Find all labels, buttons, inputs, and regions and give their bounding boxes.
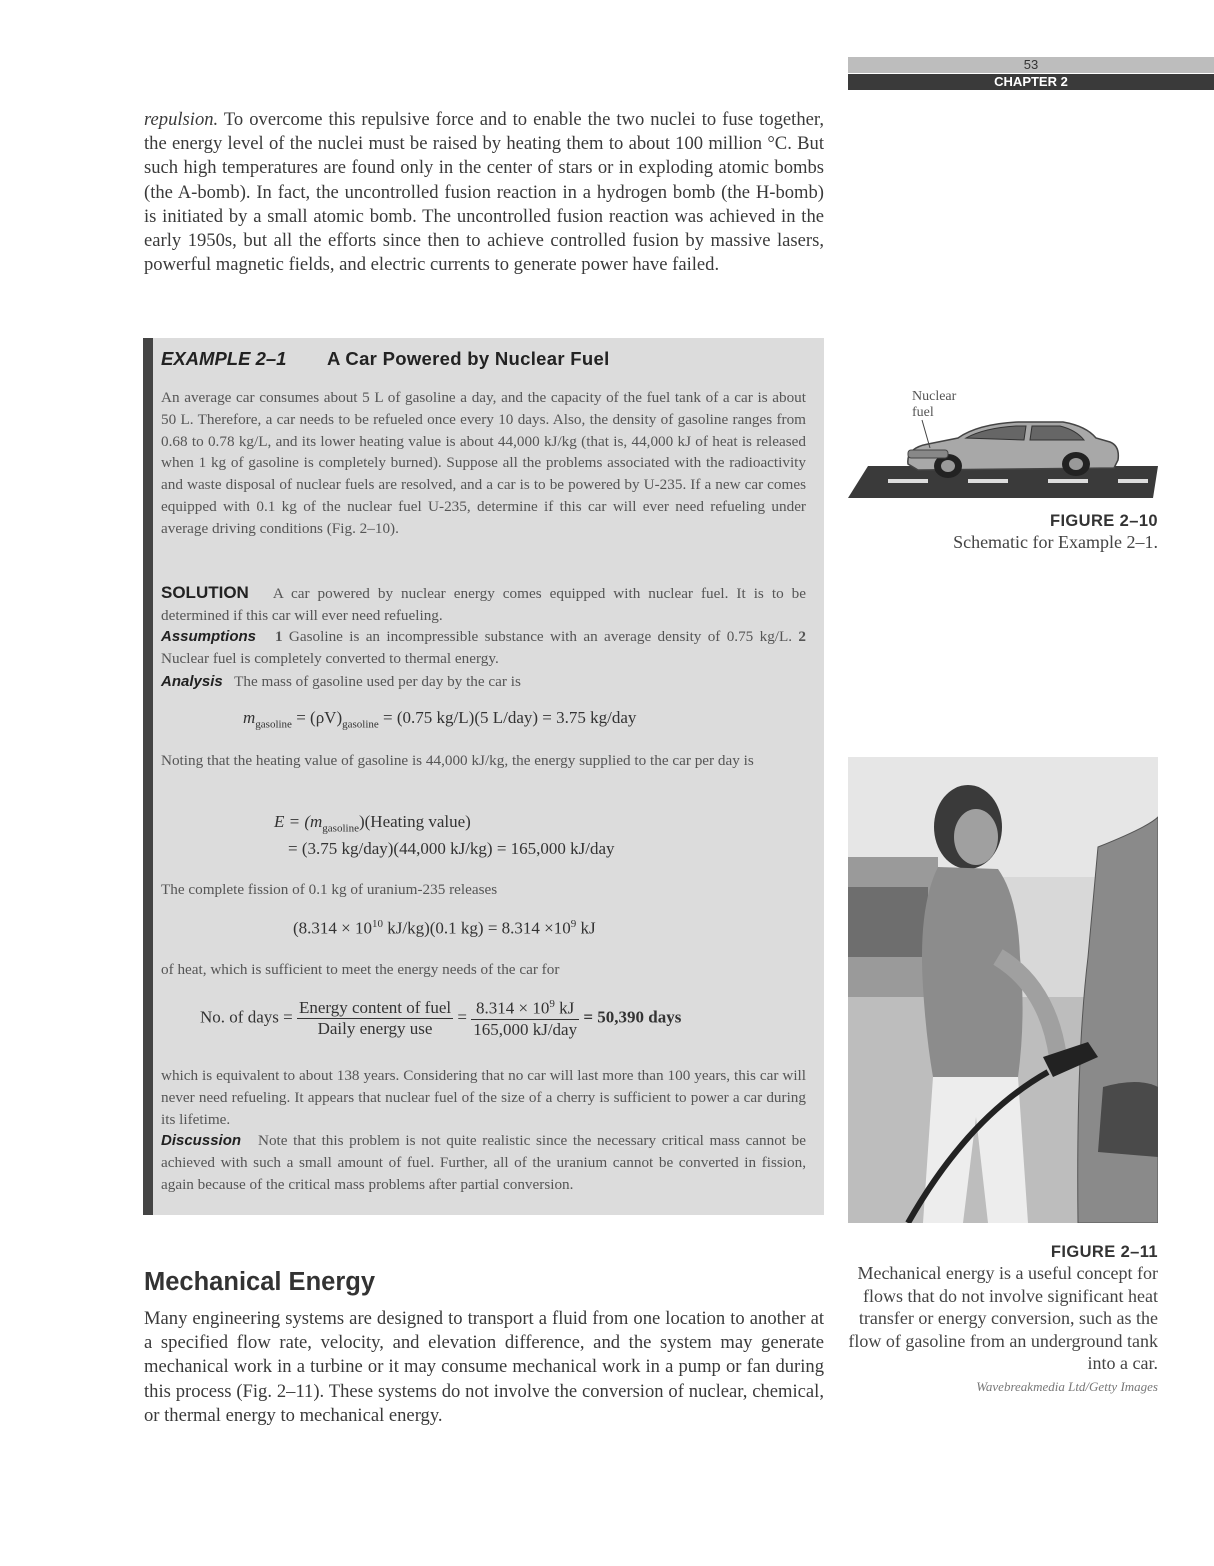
eq3-c: kJ: [576, 918, 596, 938]
noting-text: Noting that the heating value of gasoline is 44,000 kJ/kg, the energy supplied to the car per day is: [161, 752, 754, 769]
example-bar-marker: [143, 405, 151, 413]
example-bar-marker: [143, 341, 151, 349]
fraction-1-numerator: Energy content of fuel: [298, 998, 452, 1018]
fraction-energy-ratio: [297, 998, 453, 1039]
assumption-1: Gasoline is an incompressible substance with an average density of 0.75 kg/L.: [288, 628, 793, 645]
eq1-lhs-sub: gasoline: [255, 718, 292, 731]
fraction-2-numerator-sup: 9: [549, 998, 555, 1010]
figure-2-10-caption-block: [848, 512, 1158, 554]
analysis-text: The mass of gasoline used per day by the car is: [234, 673, 521, 690]
example-analysis: [161, 671, 806, 693]
chapter-label: CHAPTER 2: [848, 74, 1214, 90]
eq3-b-sup: 9: [570, 918, 577, 930]
example-bar-marker: [143, 357, 151, 365]
assumption-1-number: 1: [275, 628, 283, 645]
example-label: EXAMPLE 2–1: [161, 348, 287, 369]
fraction-2-denominator: 165,000 kJ/day: [473, 1019, 578, 1039]
equation-energy-line-1: [274, 812, 471, 834]
assumptions-label: Assumptions: [161, 628, 257, 645]
eq4-lhs: No. of days =: [200, 1007, 293, 1027]
equation-energy-line-2: = (3.75 kg/day)(44,000 kJ/kg) = 165,000 kJ/day: [288, 839, 615, 858]
car-schematic: [848, 386, 1158, 498]
conclusion-text: which is equivalent to about 138 years. Considering that no car will last more than 100 years, this car will never need refueling. It appears that nuclear fuel of the size of a cherry is sufficient to power a car during its lifetime.: [161, 1067, 806, 1128]
eq2-rhs: )(Heating value): [358, 812, 471, 831]
assumption-2-number: 2: [798, 628, 807, 645]
analysis-label: Analysis: [161, 673, 223, 690]
fraction-numeric: [471, 998, 579, 1040]
figure-2-11-caption-block: [848, 1243, 1158, 1395]
eq1-mid-sub: gasoline: [342, 718, 379, 731]
solution-text: A car powered by nuclear energy comes equipped with nuclear fuel. It is to be determined if this car will ever need refueling.: [161, 585, 807, 624]
chapter-header-tab: [848, 57, 1214, 92]
intro-text: To overcome this repulsive force and to enable the two nuclei to fuse together, the energy level of the nuclei must be raised by heating them to about 100 million °C. But such high temperatures are found only in the center of stars or in exploding atomic bombs (the A-bomb). In fact, the uncontrolled fusion reaction in a hydrogen bomb (the H-bomb) is initiated by a small atomic bomb. The uncontrolled fusion reaction was achieved in the early 1950s, but all the efforts since then to achieve controlled fusion by massive lasers, powerful magnetic fields, and electric currents to generate power have failed.: [144, 109, 824, 276]
discussion-label: Discussion: [161, 1132, 242, 1149]
eq4-equals: =: [457, 1007, 467, 1027]
figure-2-10-car-illustration: [848, 386, 1158, 498]
discussion-text: Note that this problem is not quite realistic since the necessary critical mass cannot be achieved with such a small amount of fuel. Further, all of the uranium cannot be converted in fission, again because of the critical mass problems after partial conversion.: [161, 1132, 807, 1193]
eq2-sub: gasoline: [322, 822, 359, 835]
eq3-b: kJ/kg)(0.1 kg) = 8.314 ×10: [383, 918, 571, 938]
figure-2-10-caption: Schematic for Example 2–1.: [953, 532, 1158, 552]
refueling-photo: [848, 757, 1158, 1223]
eq3-a-sup: 10: [372, 918, 383, 930]
intro-italic-word: repulsion.: [144, 109, 219, 130]
example-box: [143, 338, 824, 1215]
page-number: 53: [848, 57, 1214, 73]
fraction-1-denominator: Daily energy use: [317, 1019, 433, 1039]
eq1-mid: = (ρV): [291, 708, 343, 727]
example-bar-marker: [143, 389, 151, 397]
equation-number-of-days: [200, 998, 681, 1040]
intro-paragraph: [144, 108, 824, 277]
nuclear-fuel-annotation-1: Nuclear: [912, 389, 957, 404]
eq1-rhs: = (0.75 kg/L)(5 L/day) = 3.75 kg/day: [378, 708, 637, 727]
fraction-2-numerator: [471, 998, 579, 1020]
figure-2-11-caption: Mechanical energy is a useful concept for flows that do not involve significant heat transfer or energy conversion, such as the flow of gasoline from an underground tank into a car.: [848, 1263, 1158, 1374]
fraction-2-numerator-b: kJ: [554, 998, 575, 1018]
eq1-lhs: m: [243, 708, 256, 727]
figure-2-11-photo: [848, 757, 1158, 1223]
eq4-result: = 50,390 days: [583, 1007, 682, 1027]
example-solution: [161, 582, 806, 627]
figure-2-11-label: FIGURE 2–11: [1050, 1243, 1158, 1261]
example-heading: [161, 348, 610, 370]
example-title: A Car Powered by Nuclear Fuel: [327, 348, 610, 369]
example-bar-marker: [143, 373, 151, 381]
fraction-2-numerator-a: 8.314 × 10: [476, 998, 550, 1018]
solution-label: SOLUTION: [161, 583, 249, 602]
assumption-2: Nuclear fuel is completely converted to thermal energy.: [161, 649, 499, 667]
photo-credit: Wavebreakmedia Ltd/Getty Images: [976, 1378, 1158, 1394]
fission-text: The complete fission of 0.1 kg of uranium-235 releases: [161, 881, 498, 898]
example-side-bar: [143, 338, 153, 1215]
example-assumptions: [161, 626, 806, 670]
eq2-lhs: E = (m: [274, 812, 323, 831]
section-paragraph: Many engineering systems are designed to transport a fluid from one location to another at a specified flow rate, velocity, and elevation difference, and the system may generate mechanical work in a turbine or it may consume mechanical work in a pump or fan during this process (Fig. 2–11). These systems do not involve the conversion of nuclear, chemical, or thermal energy to mechanical energy.: [144, 1308, 824, 1426]
equation-gasoline-mass: [243, 708, 636, 730]
example-discussion: [161, 1130, 806, 1195]
nuclear-fuel-annotation-2: fuel: [912, 405, 934, 420]
eq3-a: (8.314 × 10: [293, 918, 372, 938]
figure-2-10-label: FIGURE 2–10: [1049, 512, 1158, 530]
example-problem: An average car consumes about 5 L of gasoline a day, and the capacity of the fuel tank of a car is about 50 L. Therefore, a car needs to be refueled once every 10 days. Also, the density of gasoline ranges from 0.68 to 0.78 kg/L, and its lower heating value is about 44,000 kJ/kg (that is, 44,000 kJ of heat is released when 1 kg of gasoline is completely burned). Suppose all the problems associated with the radioactivity and waste disposal of nuclear fuels are resolved, and a car is to be powered by U-235. If a new car comes equipped with 0.1 kg of the nuclear fuel U-235, determine if this car will ever need refueling under average driving conditions (Fig. 2–10).: [161, 389, 806, 537]
example-bar-marker: [143, 421, 151, 429]
equation-fission-energy: [293, 918, 596, 939]
heat-text: of heat, which is sufficient to meet the energy needs of the car for: [161, 961, 560, 978]
section-title: Mechanical Energy: [144, 1268, 376, 1296]
